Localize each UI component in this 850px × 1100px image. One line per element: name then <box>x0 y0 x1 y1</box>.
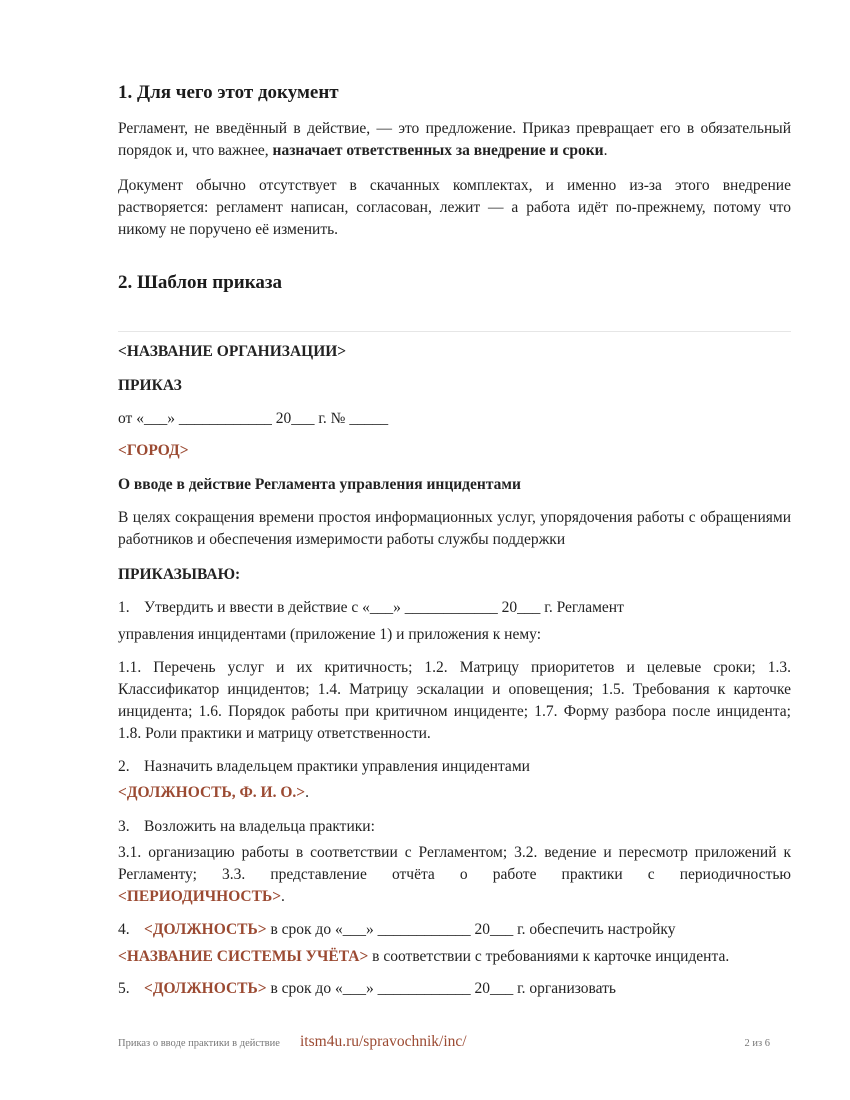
item-3-sublist <box>118 842 791 908</box>
city-placeholder: <ГОРОД> <box>118 442 189 459</box>
page-footer <box>118 1033 770 1057</box>
item-2-number: 2. <box>118 758 130 775</box>
para1-emphasis: назначает ответственных за внедрение и сроки <box>272 142 604 159</box>
item-5-text: в срок до «___» ____________ 20___ г. организовать <box>266 980 616 997</box>
para1-text: Регламент, не введённый в действие, — это предложение. Приказ превращает его в обязательный порядок и, что важнее, <box>118 120 791 159</box>
item-3 <box>118 816 791 838</box>
system-name-placeholder: <НАЗВАНИЕ СИСТЕМЫ УЧЁТА> <box>118 948 369 965</box>
item-4 <box>118 919 791 941</box>
position-name-placeholder: <ДОЛЖНОСТЬ, Ф. И. О.> <box>118 784 306 801</box>
section-1-paragraph-1 <box>118 118 791 162</box>
page-content <box>118 80 791 1000</box>
position-placeholder-2: <ДОЛЖНОСТЬ> <box>144 980 267 997</box>
item-2-continuation <box>118 782 791 804</box>
periodicity-placeholder: <ПЕРИОДИЧНОСТЬ> <box>118 888 282 905</box>
section-1-heading: 1. Для чего этот документ <box>118 82 339 103</box>
order-title: ПРИКАЗ <box>118 377 182 394</box>
org-placeholder: <НАЗВАНИЕ ОРГАНИЗАЦИИ> <box>118 343 347 360</box>
date-line: от «___» ____________ 20___ г. № _____ <box>118 410 389 427</box>
item-3-text: Возложить на владельца практики: <box>144 818 375 835</box>
item-4-cont-text: в соответствии с требованиями к карточке инцидента. <box>368 948 730 965</box>
footer-link[interactable]: itsm4u.ru/spravochnik/inc/ <box>300 1033 467 1050</box>
item-2-text: Назначить владельцем практики управления инцидентами <box>144 758 530 775</box>
item-1-number: 1. <box>118 599 130 616</box>
item-2 <box>118 756 791 778</box>
page-number: 2 из 6 <box>744 1038 770 1049</box>
position-placeholder: <ДОЛЖНОСТЬ> <box>144 921 267 938</box>
item-1-text: Утвердить и ввести в действие с «___» ____________ 20___ г. Регламент <box>144 599 624 616</box>
item-3-end: . <box>281 888 285 905</box>
item-5-number: 5. <box>118 980 130 997</box>
footer-doc-title: Приказ о вводе практики в действие <box>118 1038 280 1049</box>
item-3-sublist-text: 3.1. организацию работы в соответствии с Регламентом; 3.2. ведение и пересмотр приложений к Регламенту; 3.3. представление отчёта о работе практики с периодичностью <box>118 844 791 883</box>
item-4-continuation <box>118 946 791 968</box>
section-2-heading: 2. Шаблон приказа <box>118 272 283 293</box>
item-1 <box>118 597 791 619</box>
item-1-sublist: 1.1. Перечень услуг и их критичность; 1.2. Матрицу приоритетов и целевые сроки; 1.3. Классификатор инцидентов; 1.4. Матрицу эскалации и оповещения; 1.5. Требования к карточке инцидента; 1.6. Порядок работы при критичном инциденте; 1.7. Форму разбора после инцидента; 1.8. Роли практики и матрицу ответственности. <box>118 659 791 742</box>
item-2-end: . <box>305 784 309 801</box>
para1-end: . <box>603 142 608 159</box>
template-divider <box>118 331 791 332</box>
order-keyword: ПРИКАЗЫВАЮ: <box>118 566 241 583</box>
item-5 <box>118 978 791 1000</box>
item-1-continuation: управления инцидентами (приложение 1) и приложения к нему: <box>118 626 542 643</box>
order-subject: О вводе в действие Регламента управления инцидентами <box>118 476 521 493</box>
item-4-number: 4. <box>118 921 130 938</box>
item-3-number: 3. <box>118 818 130 835</box>
order-intro: В целях сокращения времени простоя информационных услуг, упорядочения работы с обращениями работников и обеспечения измеримости работы службы поддержки <box>118 509 791 548</box>
section-1-paragraph-2: Документ обычно отсутствует в скачанных комплектах, и именно из-за этого внедрение растворяется: регламент написан, согласован, лежит — а работа идёт по-прежнему, потому что никому не поручено её изменить. <box>118 177 791 238</box>
item-4-text: в срок до «___» ____________ 20___ г. обеспечить настройку <box>266 921 676 938</box>
